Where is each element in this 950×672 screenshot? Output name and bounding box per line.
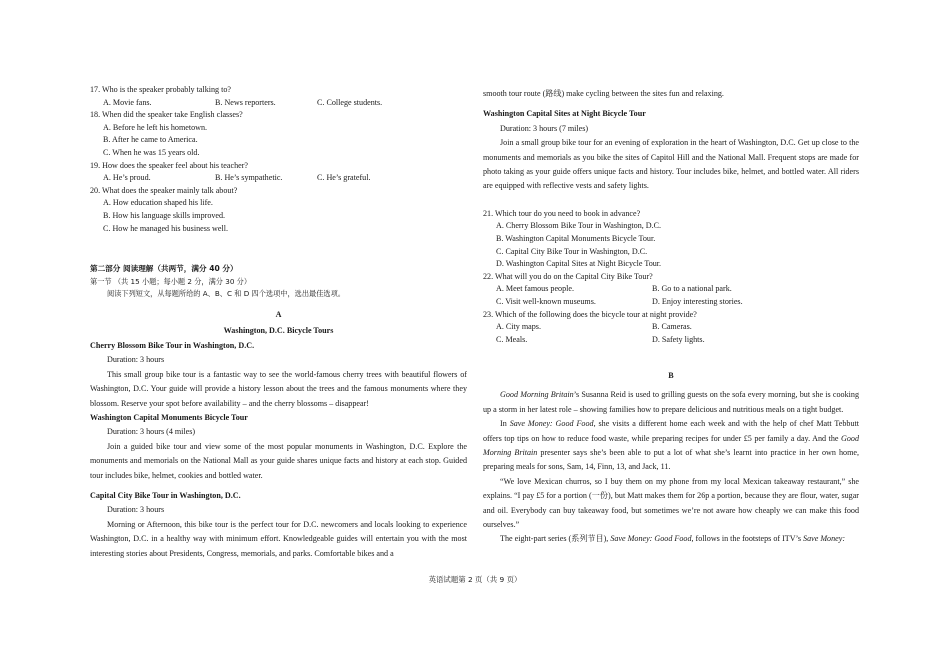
- question-22-options-row2: [496, 296, 859, 309]
- option: D. Enjoy interesting stories.: [652, 297, 743, 306]
- part2-title: 第二部分 阅读理解（共两节，满分 40 分）: [90, 264, 238, 274]
- question-21: 21. Which tour do you need to book in advance?: [483, 208, 641, 218]
- passage-a-title: Washington, D.C. Bicycle Tours: [223, 325, 334, 335]
- option: B. How his language skills improved.: [103, 210, 226, 220]
- question-17-options: [103, 97, 467, 110]
- option: B. Go to a national park.: [652, 284, 732, 294]
- right-column: [483, 87, 859, 547]
- tour4-name: Washington Capital Sites at Night Bicycle Tour: [483, 109, 646, 119]
- option: B. News reporters.: [215, 97, 276, 107]
- question-23-options-row2: [496, 334, 859, 347]
- option: D. Safety lights.: [652, 334, 705, 344]
- option: C. How he managed his business well.: [103, 223, 228, 233]
- tour1-duration: Duration: 3 hours: [107, 355, 165, 365]
- option: C. He’s grateful.: [317, 173, 371, 183]
- option: A. Before he left his hometown.: [103, 122, 208, 132]
- question-19-options: [103, 172, 467, 185]
- option: B. After he came to America.: [103, 135, 198, 145]
- left-column: [90, 84, 467, 561]
- option: B. Cameras.: [652, 322, 692, 332]
- passage-a-label: A: [275, 309, 282, 319]
- passage-b-label: B: [668, 371, 674, 381]
- show-title: Save Money:: [803, 534, 846, 544]
- page-footer: 英语试题第 2 页（共 9 页）: [428, 575, 522, 584]
- tour4-duration: Duration: 3 hours (7 miles): [500, 123, 589, 133]
- option: C. When he was 15 years old.: [103, 147, 200, 157]
- tour2-description: Join a guided bike tour and view some of the most popular monuments in Washington, D.C. Explore the monuments and memorials on the National Mall as your guide shares unique facts and history at each stop. Guided tour includes bike, helmet, cookies and bottled water.: [90, 441, 467, 480]
- option: A. How education shaped his life.: [103, 198, 213, 208]
- question-22: 22. What will you do on the Capital City Bike Tour?: [483, 271, 653, 281]
- option: A. Meet famous people.: [496, 284, 574, 294]
- tour3-duration: Duration: 3 hours: [107, 505, 165, 515]
- passage-b-paragraph-4: The eight-part series (系列节目), Save Money: Good Food, follows in the footsteps of ITV’s Save Money:: [500, 534, 846, 544]
- tour2-duration: Duration: 3 hours (4 miles): [107, 427, 196, 437]
- tour1-name: Cherry Blossom Bike Tour in Washington, D.C.: [90, 340, 255, 350]
- question-19: 19. How does the speaker feel about his teacher?: [90, 160, 248, 170]
- option: C. Visit well-known museums.: [496, 297, 596, 306]
- show-title: Save Money: Good Food: [610, 534, 692, 544]
- option: B. Washington Capital Monuments Bicycle Tour.: [496, 234, 656, 244]
- option: A. Movie fans.: [103, 97, 152, 107]
- option: C. College students.: [317, 97, 383, 107]
- question-22-options-row1: [496, 283, 859, 296]
- question-18: 18. When did the speaker take English classes?: [90, 110, 243, 120]
- option: D. Washington Capital Sites at Night Bicycle Tour.: [496, 259, 662, 269]
- passage-b-paragraph-1: Good Morning Britain’s Susanna Reid is used to grilling guests on the sofa every morning, but she is cooking up a storm in her latest role – showing families how to prepare delicious and nutritious meals on a tight budget.: [483, 390, 859, 414]
- tour3-name: Capital City Bike Tour in Washington, D.C.: [90, 490, 241, 500]
- tour1-description: This small group bike tour is a fantastic way to see the world-famous cherry trees with beautiful flowers of Washington, D.C. Your guide will provide a history lesson about the trees and the famous monuments where they blossom. Reserve your spot before availability – and the cherry blossoms – disappear!: [90, 369, 467, 408]
- question-17: 17. Who is the speaker probably talking to?: [90, 85, 232, 94]
- show-title: Good Morning Britain: [483, 433, 859, 457]
- question-23-options-row1: [496, 321, 859, 334]
- option: C. Meals.: [496, 334, 528, 344]
- tour2-name: Washington Capital Monuments Bicycle Tour: [90, 412, 248, 422]
- option: A. City maps.: [496, 322, 541, 332]
- tour3-description-continued: smooth tour route (路线) make cycling between the sites fun and relaxing.: [483, 89, 724, 98]
- option: B. He’s sympathetic.: [215, 173, 283, 183]
- passage-b-paragraph-3: “We love Mexican churros, so I buy them on my phone from my local Mexican takeaway restaurant,” she explains. “I pay £5 for a portion (一份), but Matt makes them for 26p a portion, because they are flour, water, sugar and oil. Everybody can buy takeaway food, but sometimes we’re not aware how cheaply we can make this food ourselves.”: [483, 476, 859, 530]
- option: C. Capital City Bike Tour in Washington, D.C.: [496, 246, 648, 256]
- question-23: 23. Which of the following does the bicycle tour at night provide?: [483, 309, 697, 319]
- instruction: 阅读下列短文，从每题所给的 A、B、C 和 D 四个选项中，选出最佳选项。: [107, 289, 345, 299]
- section1-heading: 第一节 （共 15 小题；每小题 2 分，满分 30 分）: [90, 276, 252, 286]
- show-title: Good Morning Britain: [500, 390, 574, 400]
- passage-b-paragraph-2: In Save Money: Good Food, she visits a different home each week and with the help of chef Matt Tebbutt offers top tips on how to reduce food waste, while preparing recipes for under £5 per family a day. And the Good Morning Britain presenter says she’s been able to put a lot of what she’s learnt into practice in her own home, preparing meals for sons, Sam, 14, Finn, 13, and Jack, 11.: [483, 419, 860, 472]
- tour4-description: Join a small group bike tour for an evening of exploration in the heart of Washington, D.C. Get up close to the monuments and memorials as you bike the sites of Capitol Hill and the National Mall. Frequent stops are made for photo taking as your guide offers unique facts and history. Tour includes bike, helmet, and bottled water. All riders are equipped with reflective vests and safety lights.: [483, 138, 859, 191]
- question-20: 20. What does the speaker mainly talk about?: [90, 185, 238, 195]
- tour3-description: Morning or Afternoon, this bike tour is the perfect tour for D.C. newcomers and locals looking to experience Washington, D.C. in a healthy way with minimum effort. Knowledgeable guides will entertain you with the most interesting stories about Presidents, Congress, memorials, and parks. Comfortable bikes and a: [90, 519, 467, 558]
- option: A. Cherry Blossom Bike Tour in Washington, D.C.: [496, 221, 662, 231]
- show-title: Save Money: Good Food: [509, 419, 594, 429]
- option: A. He’s proud.: [103, 173, 151, 183]
